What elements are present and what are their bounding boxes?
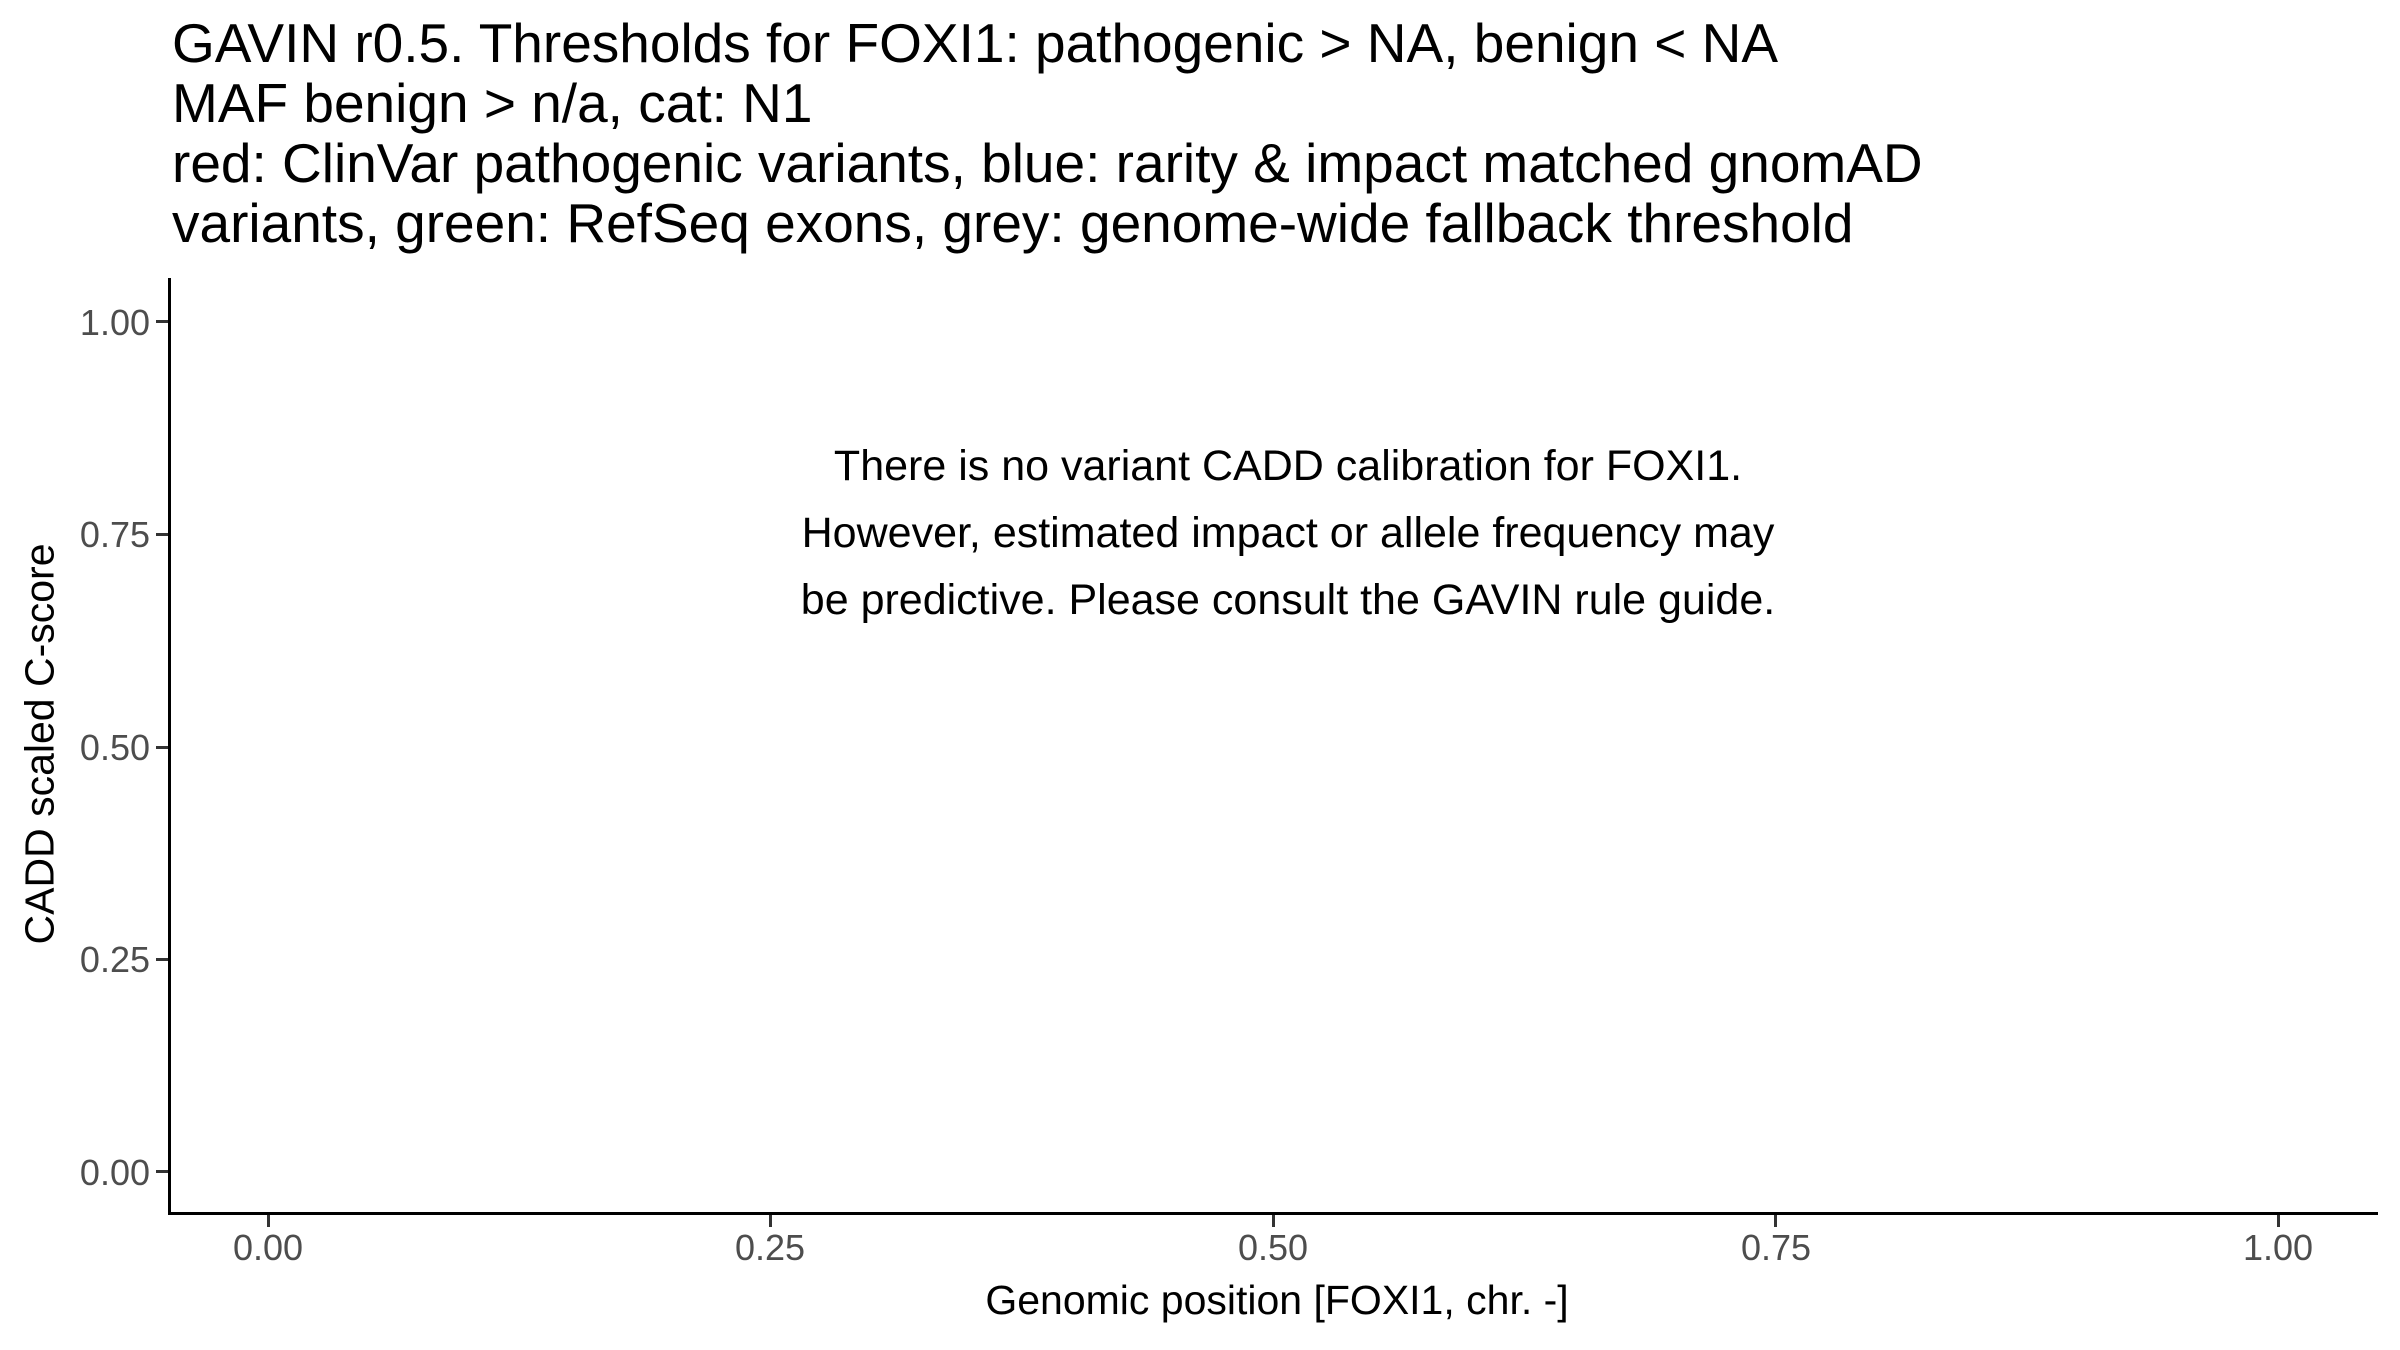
x-tick-mark-1.00	[2277, 1215, 2280, 1227]
no-calibration-annotation	[801, 433, 1775, 634]
x-tick-label: 0.50	[1237, 1227, 1309, 1268]
x-tick-mark-0.75	[1774, 1215, 1777, 1227]
x-tick-label: 0.25	[734, 1227, 806, 1268]
x-tick-mark-0.00	[267, 1215, 270, 1227]
y-axis-title: CADD scaled C-score	[16, 543, 63, 945]
plot-title-line-1: GAVIN r0.5. Thresholds for FOXI1: pathogenic > NA, benign < NA	[172, 12, 1779, 74]
y-tick-label: 0.00	[79, 1152, 150, 1193]
y-axis-line	[168, 278, 171, 1215]
annotation-line-3: be predictive. Please consult the GAVIN rule guide.	[800, 576, 1776, 624]
y-tick-mark-0.50	[156, 746, 168, 749]
x-tick-label: 0.00	[232, 1227, 304, 1268]
x-tick-mark-0.25	[769, 1215, 772, 1227]
y-tick-mark-0.00	[156, 1170, 168, 1173]
annotation-line-2: However, estimated impact or allele frequency may	[801, 509, 1775, 557]
x-tick-label: 0.75	[1740, 1227, 1812, 1268]
y-tick-mark-0.75	[156, 533, 168, 536]
y-tick-label: 1.00	[79, 302, 150, 343]
annotation-line-1: There is no variant CADD calibration for FOXI1.	[833, 442, 1743, 490]
x-tick-label: 1.00	[2242, 1227, 2314, 1268]
plot-title-line-4: variants, green: RefSeq exons, grey: genome-wide fallback threshold	[172, 192, 1854, 254]
y-tick-mark-0.25	[156, 958, 168, 961]
plot-title	[172, 13, 1923, 253]
x-tick-mark-0.50	[1272, 1215, 1275, 1227]
y-tick-label: 0.75	[79, 514, 150, 555]
plot-title-line-3: red: ClinVar pathogenic variants, blue: rarity & impact matched gnomAD	[172, 132, 1923, 194]
y-tick-mark-1.00	[156, 320, 168, 323]
x-axis-title: Genomic position [FOXI1, chr. -]	[985, 1277, 1569, 1323]
y-tick-label: 0.25	[79, 939, 150, 980]
y-tick-label: 0.50	[79, 727, 150, 768]
plot-title-line-2: MAF benign > n/a, cat: N1	[172, 72, 813, 134]
